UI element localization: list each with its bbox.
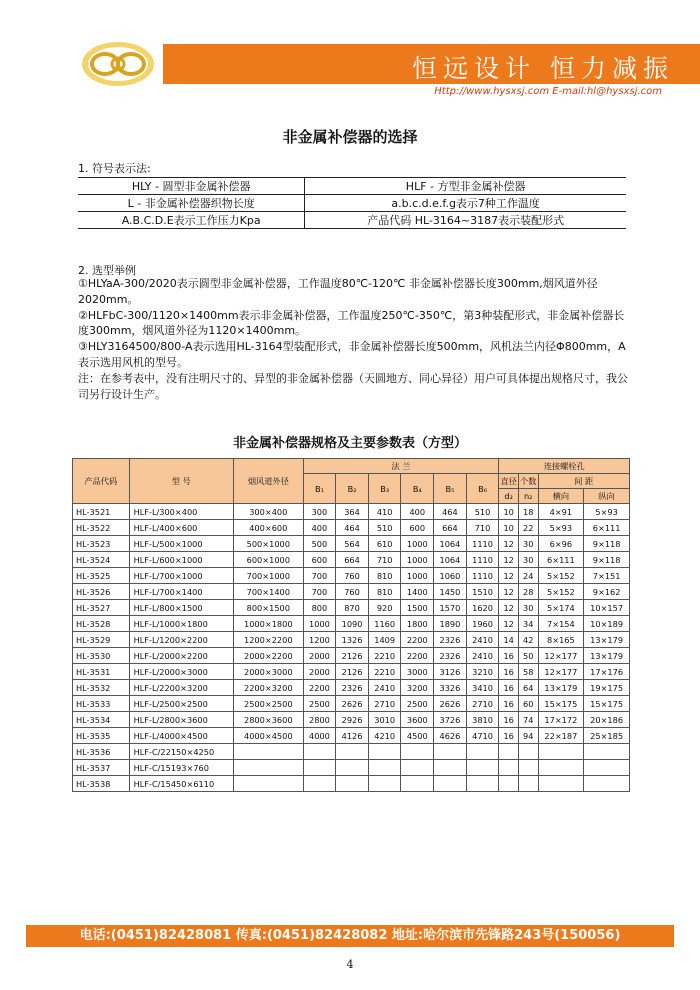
table-cell: 12 bbox=[499, 536, 519, 552]
page-title: 非金属补偿器的选择 bbox=[282, 128, 418, 146]
table-cell: 7×151 bbox=[584, 568, 630, 584]
table-cell: 5×93 bbox=[584, 504, 630, 520]
table-cell: 2000×3000 bbox=[233, 664, 303, 680]
table-row bbox=[73, 568, 630, 584]
table-cell: 12 bbox=[499, 600, 519, 616]
table-cell: HLF-L/700×1000 bbox=[129, 568, 233, 584]
table-cell: 16 bbox=[499, 648, 519, 664]
table-cell: 1000 bbox=[401, 568, 434, 584]
table-cell: 19×175 bbox=[584, 680, 630, 696]
table-cell: 6×96 bbox=[538, 536, 584, 552]
table-cell: HLF-C/22150×4250 bbox=[129, 744, 233, 760]
table-cell bbox=[584, 744, 630, 760]
table-row bbox=[73, 664, 630, 680]
table-cell: HL-3538 bbox=[73, 776, 130, 792]
footer-contact-bar: 电话:(0451)82428081 传真:(0451)82428082 地址:哈尔滨市先锋路243号(150056) bbox=[26, 925, 674, 947]
table-row bbox=[73, 712, 630, 728]
table-cell: HL-3530 bbox=[73, 648, 130, 664]
example-paragraph: ③HLY3164500/800-A表示选用HL-3164型装配形式，非金属补偿器长度500mm，风机法兰内径Φ800mm，A表示选用风机的型号。 bbox=[78, 340, 626, 369]
table-cell: 9×118 bbox=[584, 552, 630, 568]
table-cell bbox=[434, 776, 467, 792]
col-header-code: 产品代码 bbox=[73, 459, 130, 504]
table-cell: 8×165 bbox=[538, 632, 584, 648]
col-header-b4: B₄ bbox=[401, 474, 434, 504]
table-row bbox=[73, 776, 630, 792]
col-header-n2: n₂ bbox=[518, 489, 538, 504]
table-cell: 12 bbox=[499, 552, 519, 568]
table-cell: HL-3537 bbox=[73, 760, 130, 776]
table-cell: 30 bbox=[518, 552, 538, 568]
table-cell: 10 bbox=[499, 504, 519, 520]
table-cell: 1510 bbox=[466, 584, 499, 600]
table-cell bbox=[538, 776, 584, 792]
table-cell: 500×1000 bbox=[233, 536, 303, 552]
table-cell bbox=[303, 760, 336, 776]
table-cell: 2326 bbox=[434, 648, 467, 664]
table-cell: 800 bbox=[303, 600, 336, 616]
table-cell: 710 bbox=[466, 520, 499, 536]
table-cell: 760 bbox=[336, 568, 369, 584]
table-cell: 10×157 bbox=[584, 600, 630, 616]
table-cell: 34 bbox=[518, 616, 538, 632]
table-cell bbox=[401, 776, 434, 792]
table-cell: 4210 bbox=[368, 728, 401, 744]
col-header-b2: B₂ bbox=[336, 474, 369, 504]
section2-heading: 2. 选型举例 bbox=[78, 264, 136, 277]
table-cell: 6×111 bbox=[584, 520, 630, 536]
table-cell: 300×400 bbox=[233, 504, 303, 520]
table-cell: 2626 bbox=[336, 696, 369, 712]
table-cell: 2626 bbox=[434, 696, 467, 712]
table-cell bbox=[538, 760, 584, 776]
table-cell bbox=[434, 760, 467, 776]
table-cell: HLF-L/300×400 bbox=[129, 504, 233, 520]
table-cell: 1000 bbox=[401, 536, 434, 552]
table-cell: 1000×1800 bbox=[233, 616, 303, 632]
table-cell: 16 bbox=[499, 712, 519, 728]
table-cell: 17×176 bbox=[584, 664, 630, 680]
table-cell: HLF-C/15193×760 bbox=[129, 760, 233, 776]
col-header-b3: B₃ bbox=[368, 474, 401, 504]
table-cell bbox=[233, 744, 303, 760]
symbol-cell: a.b.c.d.e.f.g表示7种工作温度 bbox=[305, 195, 626, 212]
table-cell: 500 bbox=[303, 536, 336, 552]
table-cell: HL-3533 bbox=[73, 696, 130, 712]
table-cell: 800×1500 bbox=[233, 600, 303, 616]
table-cell bbox=[466, 776, 499, 792]
table-cell: 700 bbox=[303, 568, 336, 584]
table-cell: 1000 bbox=[401, 552, 434, 568]
table-cell bbox=[499, 776, 519, 792]
table-cell: 2800×3600 bbox=[233, 712, 303, 728]
table-cell: 1500 bbox=[401, 600, 434, 616]
table-cell: 10×189 bbox=[584, 616, 630, 632]
table-cell: 1409 bbox=[368, 632, 401, 648]
table-cell: 12 bbox=[499, 584, 519, 600]
table-cell: 22 bbox=[518, 520, 538, 536]
table-cell: 7×154 bbox=[538, 616, 584, 632]
table-cell: 400 bbox=[303, 520, 336, 536]
table-cell: 17×172 bbox=[538, 712, 584, 728]
table-cell: 13×179 bbox=[538, 680, 584, 696]
table-cell bbox=[336, 760, 369, 776]
table-cell: 600×1000 bbox=[233, 552, 303, 568]
table-cell bbox=[466, 744, 499, 760]
table-cell: HL-3525 bbox=[73, 568, 130, 584]
header-banner bbox=[163, 44, 700, 84]
table-cell: HLF-L/800×1500 bbox=[129, 600, 233, 616]
table-row bbox=[73, 552, 630, 568]
table-row bbox=[73, 648, 630, 664]
table-cell: 15×175 bbox=[584, 696, 630, 712]
note-paragraph: 注：在参考表中，没有注明尺寸的、异型的非金属补偿器（天圆地方、同心异径）用户可具体提出规格尺寸，我公司另行设计生产。 bbox=[78, 371, 628, 401]
col-header-b5: B₅ bbox=[434, 474, 467, 504]
table-cell: 3126 bbox=[434, 664, 467, 680]
table-cell: 20×186 bbox=[584, 712, 630, 728]
table-cell: HL-3535 bbox=[73, 728, 130, 744]
table-cell: 5×152 bbox=[538, 568, 584, 584]
table-cell: 2926 bbox=[336, 712, 369, 728]
table-cell: 1064 bbox=[434, 536, 467, 552]
example-paragraph: ②HLFbC-300/1120×1400mm表示非金属补偿器，工作温度250℃-350℃，第3种装配形式，非金属补偿器长度300mm，烟风道外径为1120×1400mm。 bbox=[78, 308, 625, 338]
table-cell: 810 bbox=[368, 568, 401, 584]
spec-table-header bbox=[73, 459, 630, 504]
table-cell: 664 bbox=[434, 520, 467, 536]
table-cell: 1110 bbox=[466, 552, 499, 568]
table-cell: 700×1000 bbox=[233, 568, 303, 584]
table-cell: 2200 bbox=[303, 680, 336, 696]
table-cell: 4626 bbox=[434, 728, 467, 744]
page-number: 4 bbox=[346, 958, 354, 971]
col-header-model: 型 号 bbox=[129, 459, 233, 504]
selection-examples bbox=[78, 276, 630, 402]
table-cell: 2126 bbox=[336, 664, 369, 680]
table-cell bbox=[233, 760, 303, 776]
table-cell: 3326 bbox=[434, 680, 467, 696]
symbol-cell: 产品代码 HL-3164~3187表示装配形式 bbox=[305, 212, 626, 229]
table-row bbox=[73, 520, 630, 536]
table-cell: 1326 bbox=[336, 632, 369, 648]
table-cell: HL-3529 bbox=[73, 632, 130, 648]
table-cell: 2500 bbox=[303, 696, 336, 712]
table-cell: 30 bbox=[518, 536, 538, 552]
table-cell: 13×179 bbox=[584, 648, 630, 664]
table-cell: 1960 bbox=[466, 616, 499, 632]
table-cell: 564 bbox=[336, 536, 369, 552]
table-cell: 364 bbox=[336, 504, 369, 520]
table-cell: HLF-L/2000×2200 bbox=[129, 648, 233, 664]
col-header-horizontal: 横向 bbox=[538, 489, 584, 504]
table-row bbox=[73, 584, 630, 600]
table-cell: 25×185 bbox=[584, 728, 630, 744]
table-cell: HL-3521 bbox=[73, 504, 130, 520]
table-cell: 5×174 bbox=[538, 600, 584, 616]
table-cell: 700 bbox=[303, 584, 336, 600]
table-cell: 2000 bbox=[303, 648, 336, 664]
table-cell: 2210 bbox=[368, 664, 401, 680]
table-row bbox=[73, 696, 630, 712]
table-cell: 2500 bbox=[401, 696, 434, 712]
table-row bbox=[73, 504, 630, 520]
table-cell: 700×1400 bbox=[233, 584, 303, 600]
table-cell: 4000 bbox=[303, 728, 336, 744]
table-cell bbox=[466, 760, 499, 776]
table-cell: 4500 bbox=[401, 728, 434, 744]
table-cell bbox=[401, 760, 434, 776]
example-paragraph: ①HLYaA-300/2020表示圆型非金属补偿器，工作温度80℃-120℃ 非金属补偿器长度300mm,烟风道外径2020mm。 bbox=[78, 277, 598, 306]
table-cell: 16 bbox=[499, 728, 519, 744]
table-cell: 1200×2200 bbox=[233, 632, 303, 648]
table-cell: 2000 bbox=[303, 664, 336, 680]
table-cell bbox=[233, 776, 303, 792]
table-cell bbox=[336, 744, 369, 760]
table-cell: HLF-L/1000×1800 bbox=[129, 616, 233, 632]
table-cell: 510 bbox=[368, 520, 401, 536]
table-cell bbox=[303, 744, 336, 760]
table-cell: 664 bbox=[336, 552, 369, 568]
table-cell bbox=[518, 744, 538, 760]
symbol-row bbox=[78, 195, 626, 212]
table-cell: 2800 bbox=[303, 712, 336, 728]
symbol-cell: HLF - 方型非金属补偿器 bbox=[305, 178, 626, 195]
col-header-d2: d₂ bbox=[499, 489, 519, 504]
table-cell: 870 bbox=[336, 600, 369, 616]
table-cell: HL-3522 bbox=[73, 520, 130, 536]
table-cell bbox=[336, 776, 369, 792]
table-cell bbox=[368, 744, 401, 760]
table-cell: 2410 bbox=[466, 632, 499, 648]
table-cell: 1620 bbox=[466, 600, 499, 616]
table-cell: 3010 bbox=[368, 712, 401, 728]
spec-table-body bbox=[73, 504, 630, 792]
col-header-bolts: 连接螺栓孔 bbox=[499, 459, 630, 474]
col-header-count: 个数 bbox=[518, 474, 538, 489]
table-cell: HLF-L/1200×2200 bbox=[129, 632, 233, 648]
table-cell: 710 bbox=[368, 552, 401, 568]
table-cell: 1090 bbox=[336, 616, 369, 632]
table-row bbox=[73, 536, 630, 552]
table-cell: HLF-L/2800×3600 bbox=[129, 712, 233, 728]
table-cell: 1200 bbox=[303, 632, 336, 648]
table-cell: 464 bbox=[336, 520, 369, 536]
table-cell: 12×177 bbox=[538, 664, 584, 680]
table-cell: HLF-C/15450×6110 bbox=[129, 776, 233, 792]
table-cell: 810 bbox=[368, 584, 401, 600]
table-cell: HL-3528 bbox=[73, 616, 130, 632]
table-cell: 12 bbox=[499, 568, 519, 584]
table-cell: 3200 bbox=[401, 680, 434, 696]
col-header-dia: 直径 bbox=[499, 474, 519, 489]
col-header-duct: 烟风道外径 bbox=[233, 459, 303, 504]
table-cell bbox=[584, 760, 630, 776]
table-cell: HL-3534 bbox=[73, 712, 130, 728]
table-cell: 1450 bbox=[434, 584, 467, 600]
table-cell: 1400 bbox=[401, 584, 434, 600]
table-cell: 28 bbox=[518, 584, 538, 600]
table-cell: 4000×4500 bbox=[233, 728, 303, 744]
symbol-cell: L - 非金属补偿器织物长度 bbox=[78, 195, 305, 212]
table-cell: 16 bbox=[499, 664, 519, 680]
table-cell: HLF-L/400×600 bbox=[129, 520, 233, 536]
table-cell: HL-3531 bbox=[73, 664, 130, 680]
table-row bbox=[73, 616, 630, 632]
table-cell: 760 bbox=[336, 584, 369, 600]
symbol-row bbox=[78, 178, 626, 195]
company-logo bbox=[78, 38, 158, 90]
table-cell: 600 bbox=[401, 520, 434, 536]
table-cell bbox=[368, 776, 401, 792]
table-cell bbox=[499, 760, 519, 776]
table-row bbox=[73, 600, 630, 616]
table-cell: HLF-L/2500×2500 bbox=[129, 696, 233, 712]
table-cell: HL-3524 bbox=[73, 552, 130, 568]
contact-url: Http://www.hysxsj.com E-mail:hl@hysxsj.com bbox=[434, 86, 662, 97]
table-cell: 400×600 bbox=[233, 520, 303, 536]
table-cell: 10 bbox=[499, 520, 519, 536]
table-cell: 22×187 bbox=[538, 728, 584, 744]
table-row bbox=[73, 680, 630, 696]
table-cell: 4×91 bbox=[538, 504, 584, 520]
table-cell: 2210 bbox=[368, 648, 401, 664]
table-cell: HLF-L/4000×4500 bbox=[129, 728, 233, 744]
table-cell: 24 bbox=[518, 568, 538, 584]
table-cell: 3810 bbox=[466, 712, 499, 728]
table-cell: 4126 bbox=[336, 728, 369, 744]
table-cell bbox=[499, 744, 519, 760]
symbol-cell: HLY - 圆型非金属补偿器 bbox=[78, 178, 305, 195]
table-cell: 2126 bbox=[336, 648, 369, 664]
table-cell: 30 bbox=[518, 600, 538, 616]
table-cell: 2410 bbox=[466, 648, 499, 664]
table-cell: 5×152 bbox=[538, 584, 584, 600]
table-cell: HL-3527 bbox=[73, 600, 130, 616]
table-cell: HL-3536 bbox=[73, 744, 130, 760]
table-cell: 2000×2200 bbox=[233, 648, 303, 664]
table-cell: 920 bbox=[368, 600, 401, 616]
table-cell: 2326 bbox=[434, 632, 467, 648]
col-header-spacing: 间 距 bbox=[538, 474, 629, 489]
table-cell: 5×93 bbox=[538, 520, 584, 536]
table-cell: HL-3523 bbox=[73, 536, 130, 552]
table-cell: 74 bbox=[518, 712, 538, 728]
col-header-vertical: 纵向 bbox=[584, 489, 630, 504]
table-cell: 400 bbox=[401, 504, 434, 520]
table-cell bbox=[303, 776, 336, 792]
table-cell: 1160 bbox=[368, 616, 401, 632]
table-cell: 1064 bbox=[434, 552, 467, 568]
table-cell: 1570 bbox=[434, 600, 467, 616]
table-cell: 60 bbox=[518, 696, 538, 712]
table-cell: 464 bbox=[434, 504, 467, 520]
table-cell: 12 bbox=[499, 616, 519, 632]
table-cell: 6×111 bbox=[538, 552, 584, 568]
table-cell: HLF-L/500×1000 bbox=[129, 536, 233, 552]
table-cell: 3000 bbox=[401, 664, 434, 680]
table-cell: 2200×3200 bbox=[233, 680, 303, 696]
table-cell bbox=[434, 744, 467, 760]
table-cell: HL-3526 bbox=[73, 584, 130, 600]
spec-table bbox=[72, 458, 630, 792]
table-cell: 64 bbox=[518, 680, 538, 696]
symbol-cell: A.B.C.D.E表示工作压力Kpa bbox=[78, 212, 305, 229]
table-cell bbox=[518, 776, 538, 792]
table-cell: 1000 bbox=[303, 616, 336, 632]
table-cell: 18 bbox=[518, 504, 538, 520]
table-cell: 410 bbox=[368, 504, 401, 520]
table-cell: 16 bbox=[499, 696, 519, 712]
symbol-table bbox=[78, 177, 626, 229]
table-title: 非金属补偿器规格及主要参数表（方型） bbox=[232, 436, 467, 451]
table-cell bbox=[518, 760, 538, 776]
table-cell: 300 bbox=[303, 504, 336, 520]
table-cell: 3600 bbox=[401, 712, 434, 728]
table-cell: 610 bbox=[368, 536, 401, 552]
table-row bbox=[73, 760, 630, 776]
table-cell: 4710 bbox=[466, 728, 499, 744]
table-cell: 2200 bbox=[401, 648, 434, 664]
table-row bbox=[73, 728, 630, 744]
table-cell: 2710 bbox=[466, 696, 499, 712]
table-cell: 1110 bbox=[466, 568, 499, 584]
table-cell: 9×162 bbox=[584, 584, 630, 600]
table-cell: 58 bbox=[518, 664, 538, 680]
table-cell: HLF-L/600×1000 bbox=[129, 552, 233, 568]
table-cell: 2326 bbox=[336, 680, 369, 696]
table-cell bbox=[538, 744, 584, 760]
table-cell: HLF-L/2200×3200 bbox=[129, 680, 233, 696]
table-cell: 1890 bbox=[434, 616, 467, 632]
table-cell: 3410 bbox=[466, 680, 499, 696]
table-cell: 3210 bbox=[466, 664, 499, 680]
table-cell: 2500×2500 bbox=[233, 696, 303, 712]
table-cell: 94 bbox=[518, 728, 538, 744]
table-cell: 1060 bbox=[434, 568, 467, 584]
table-cell: 15×175 bbox=[538, 696, 584, 712]
table-cell: HL-3532 bbox=[73, 680, 130, 696]
col-header-b6: B₆ bbox=[466, 474, 499, 504]
table-cell: 2200 bbox=[401, 632, 434, 648]
col-header-flange: 法 兰 bbox=[303, 459, 499, 474]
table-cell: 1110 bbox=[466, 536, 499, 552]
table-cell bbox=[368, 760, 401, 776]
table-cell: 14 bbox=[499, 632, 519, 648]
table-cell: 12×177 bbox=[538, 648, 584, 664]
table-cell: 2410 bbox=[368, 680, 401, 696]
table-cell: 1800 bbox=[401, 616, 434, 632]
table-cell: 9×118 bbox=[584, 536, 630, 552]
table-cell: 42 bbox=[518, 632, 538, 648]
section1-heading: 1. 符号表示法: bbox=[78, 162, 151, 175]
table-cell: HLF-L/2000×3000 bbox=[129, 664, 233, 680]
table-cell: 2710 bbox=[368, 696, 401, 712]
table-cell: 50 bbox=[518, 648, 538, 664]
table-cell: 600 bbox=[303, 552, 336, 568]
table-row bbox=[73, 744, 630, 760]
page-header bbox=[0, 0, 700, 100]
table-cell: HLF-L/700×1400 bbox=[129, 584, 233, 600]
table-cell bbox=[584, 776, 630, 792]
table-cell: 3726 bbox=[434, 712, 467, 728]
table-cell bbox=[401, 744, 434, 760]
table-cell: 13×179 bbox=[584, 632, 630, 648]
table-row bbox=[73, 632, 630, 648]
symbol-row bbox=[78, 212, 626, 229]
company-slogan: 恒远设计 恒力减振 bbox=[412, 54, 674, 83]
table-cell: 510 bbox=[466, 504, 499, 520]
table-cell: 16 bbox=[499, 680, 519, 696]
col-header-b1: B₁ bbox=[303, 474, 336, 504]
